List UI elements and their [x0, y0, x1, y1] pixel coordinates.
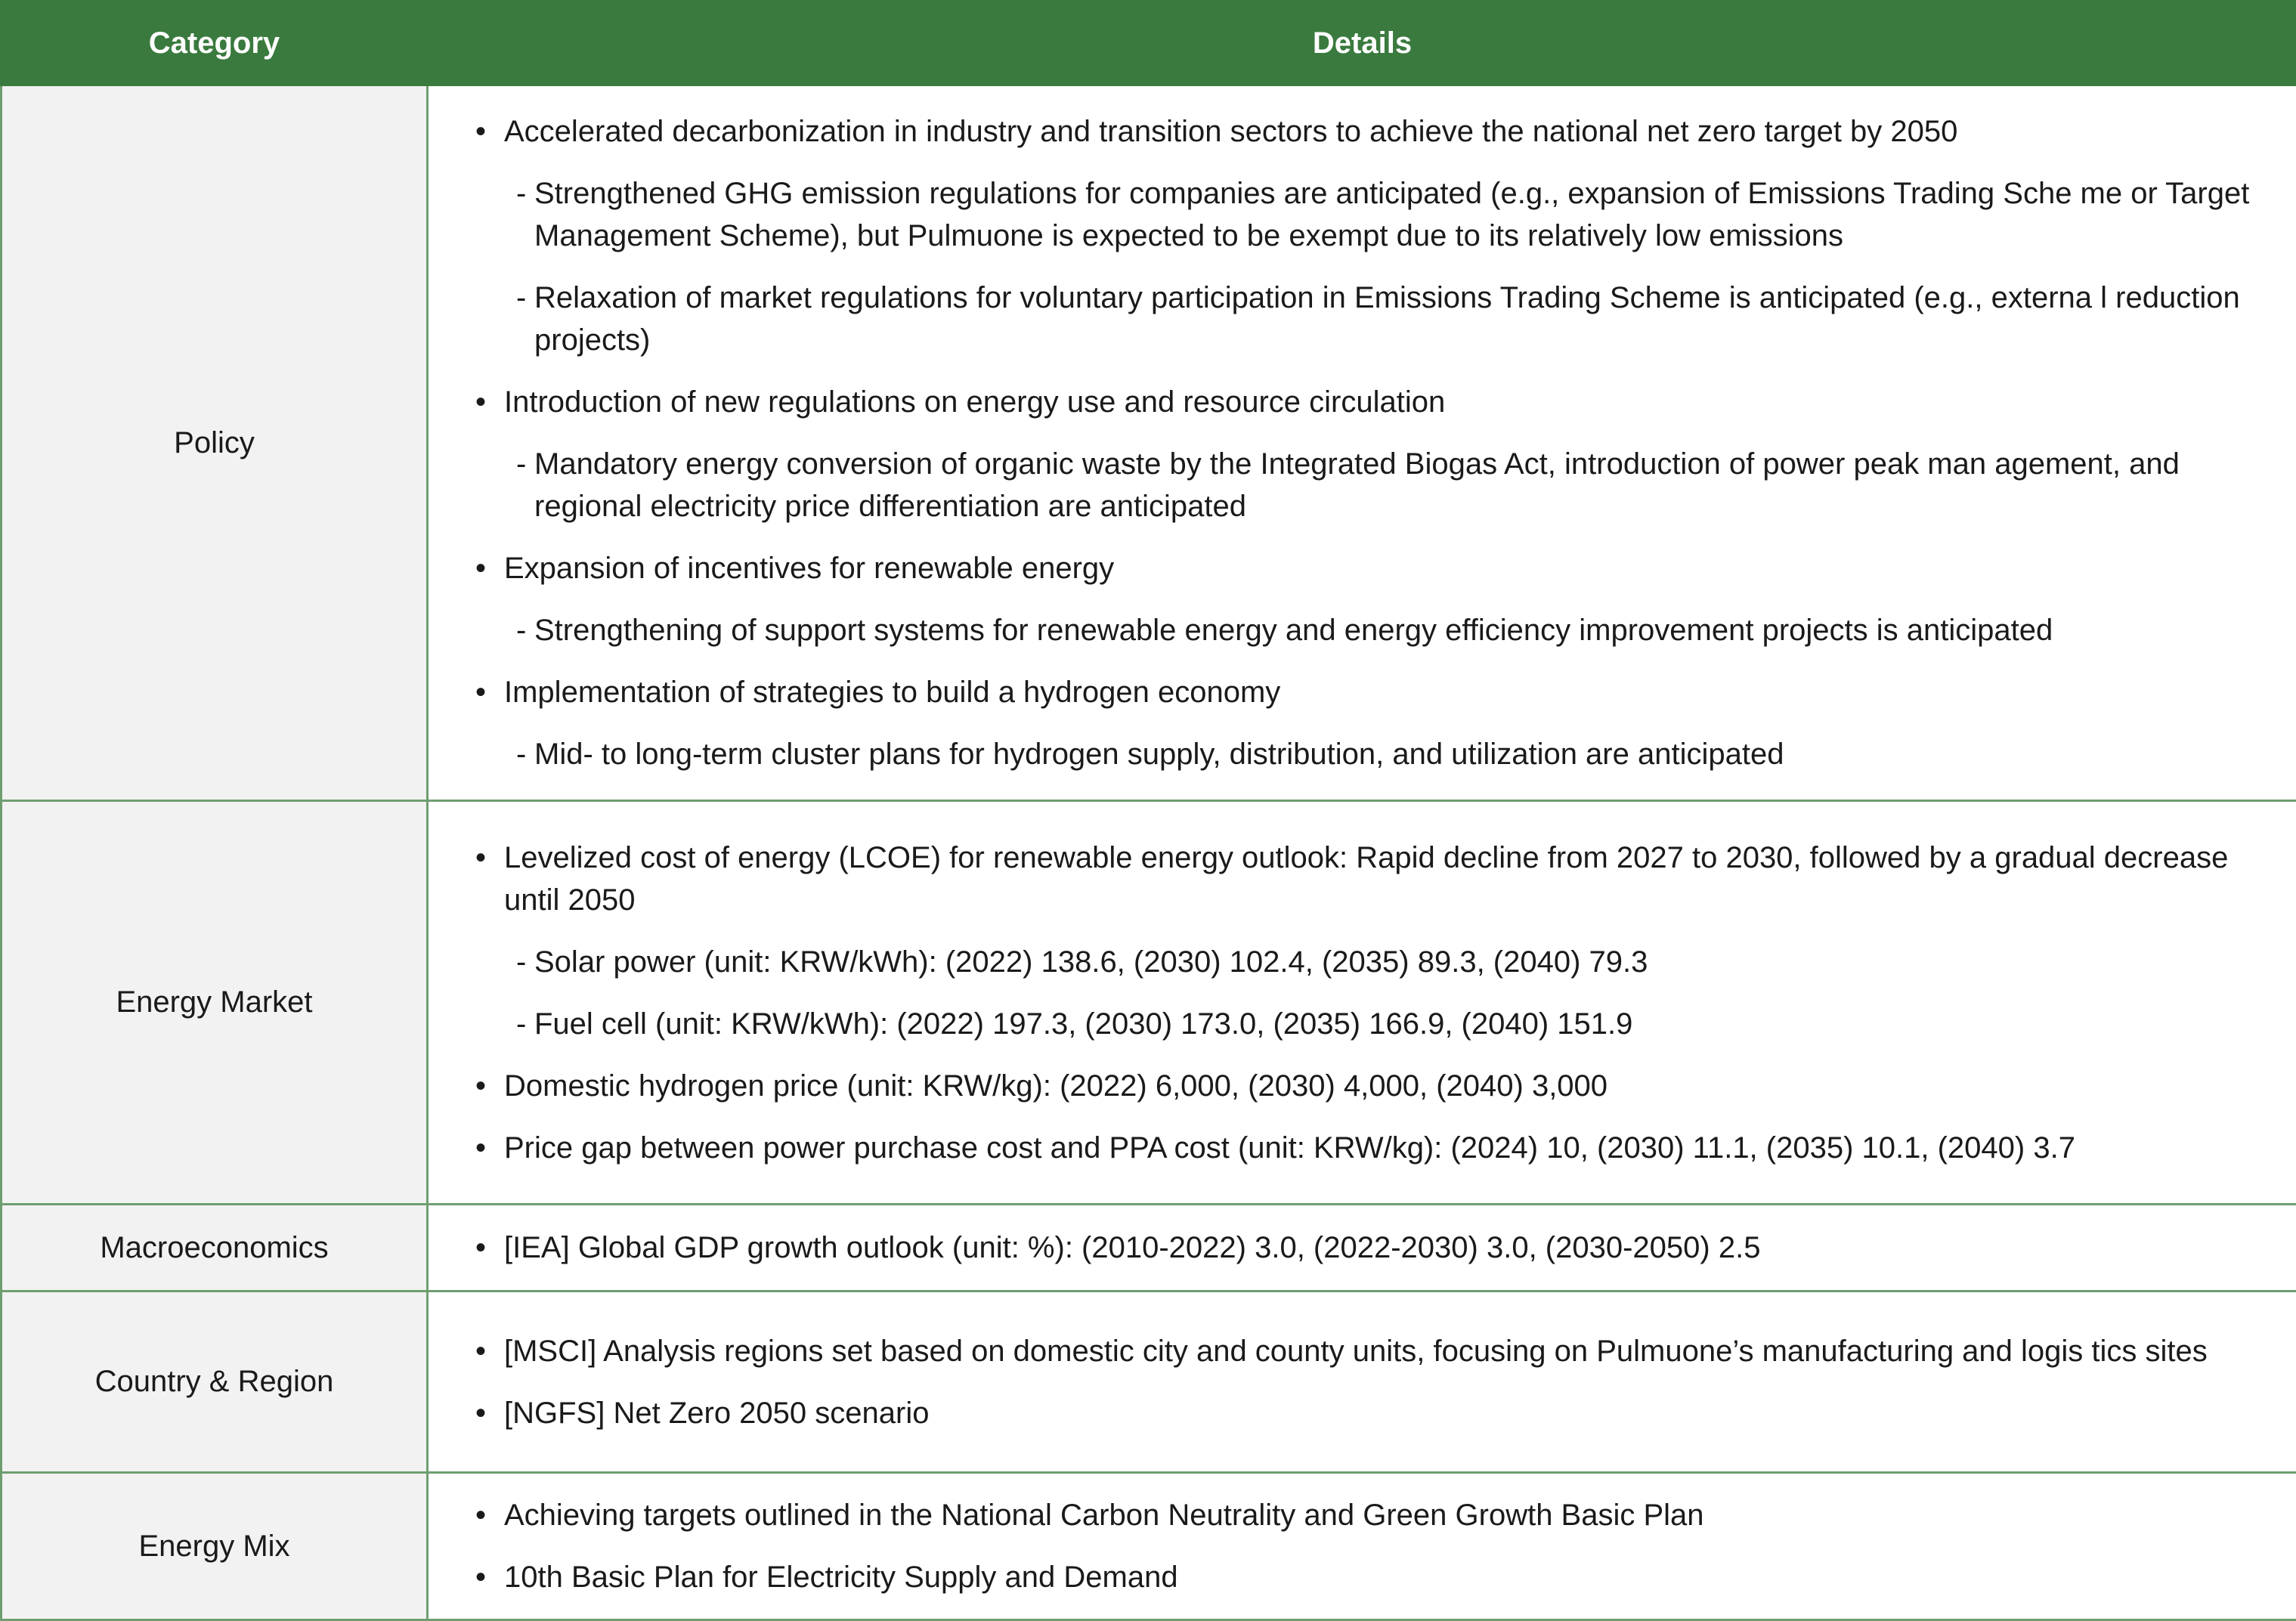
sub-item: - Strengthening of support systems for renewable energy and energy efficiency improvement projects is anticipated [429, 609, 2266, 651]
bullet-item: • [MSCI] Analysis regions set based on domestic city and county units, focusing on Pulmuone’s manufacturing and logis tics sites [429, 1330, 2266, 1372]
sub-item: - Mid- to long-term cluster plans for hydrogen supply, distribution, and utilization are anticipated [429, 733, 2266, 775]
table-header-row [2, 2, 2296, 85]
details-cell [428, 801, 2296, 1205]
table-row [2, 801, 2296, 1205]
bullet-item: • Levelized cost of energy (LCOE) for renewable energy outlook: Rapid decline from 2027 to 2030, followed by a gradual decrease until 2050 [429, 837, 2266, 921]
sub-item: - Solar power (unit: KRW/kWh): (2022) 138.6, (2030) 102.4, (2035) 89.3, (2040) 79.3 [429, 941, 2266, 983]
category-cell: Policy [2, 85, 428, 801]
bullet-item: • Achieving targets outlined in the National Carbon Neutrality and Green Growth Basic Plan [429, 1494, 2266, 1536]
sub-item: - Mandatory energy conversion of organic waste by the Integrated Biogas Act, introduction of power peak man agement, and regional electricity price differentiation are anticipated [429, 443, 2266, 527]
bullet-item: • [IEA] Global GDP growth outlook (unit: %): (2010-2022) 3.0, (2022-2030) 3.0, (2030-2050) 2.5 [429, 1227, 2266, 1269]
table-body [2, 85, 2296, 1620]
details-cell [428, 85, 2296, 801]
category-cell: Country & Region [2, 1292, 428, 1473]
table-row [2, 85, 2296, 801]
header-category: Category [2, 2, 428, 85]
bullet-item: • Price gap between power purchase cost and PPA cost (unit: KRW/kg): (2024) 10, (2030) 11.1, (2035) 10.1, (2040) 3.7 [429, 1127, 2266, 1169]
category-cell: Macroeconomics [2, 1205, 428, 1292]
table-row [2, 1473, 2296, 1620]
details-cell [428, 1473, 2296, 1620]
bullet-item: • Implementation of strategies to build a hydrogen economy [429, 671, 2266, 713]
bullet-item: • Introduction of new regulations on energy use and resource circulation [429, 381, 2266, 423]
sub-item: - Strengthened GHG emission regulations for companies are anticipated (e.g., expansion of Emissions Trading Sche me or Target Management Scheme), but Pulmuone is expected to be exempt due to its relatively low emissions [429, 172, 2266, 257]
bullet-item: • [NGFS] Net Zero 2050 scenario [429, 1392, 2266, 1434]
bullet-item: • Expansion of incentives for renewable energy [429, 547, 2266, 589]
table-row [2, 1292, 2296, 1473]
bullet-item: • Domestic hydrogen price (unit: KRW/kg): (2022) 6,000, (2030) 4,000, (2040) 3,000 [429, 1065, 2266, 1107]
details-cell [428, 1292, 2296, 1473]
bullet-item: • Accelerated decarbonization in industry and transition sectors to achieve the national net zero target by 2050 [429, 110, 2266, 153]
category-cell: Energy Market [2, 801, 428, 1205]
bullet-item: • 10th Basic Plan for Electricity Supply and Demand [429, 1556, 2266, 1598]
sub-item: - Fuel cell (unit: KRW/kWh): (2022) 197.3, (2030) 173.0, (2035) 166.9, (2040) 151.9 [429, 1003, 2266, 1045]
category-cell: Energy Mix [2, 1473, 428, 1620]
sub-item: - Relaxation of market regulations for voluntary participation in Emissions Trading Scheme is anticipated (e.g., externa l reduction projects) [429, 277, 2266, 361]
header-details: Details [428, 2, 2296, 85]
table-row [2, 1205, 2296, 1292]
details-cell [428, 1205, 2296, 1292]
